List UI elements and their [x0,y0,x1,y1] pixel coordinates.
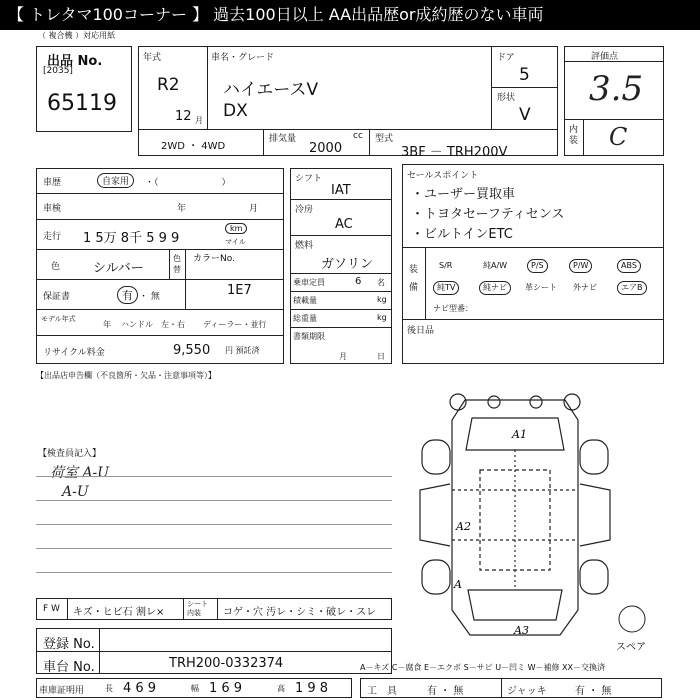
cert-high: 1 9 8 [295,681,329,696]
rating-score: 3.5 [589,69,644,109]
docs-label: 書類期限 [293,332,325,341]
doors-value: 5 [519,65,530,85]
ac-label: 冷房 [295,205,314,215]
inspector-line-1: 荷室 A-U [50,465,110,481]
type-label: 型式 [375,134,394,144]
right-box [402,164,664,364]
type-value: 3BF － TRH200V [401,145,508,160]
shape-label: 形状 [497,93,516,103]
recycle-value: 9,550 [173,343,211,358]
mark-a3: A3 [514,624,529,637]
displacement-value: 2000 [309,141,343,156]
lot-box [36,46,132,132]
sales-point-2: ・トヨタセーフティセンス [411,207,565,222]
equip-sr: S/R [439,261,453,270]
reg-box [36,628,392,674]
displacement-label: 排気量 [269,134,297,144]
shift-value: IAT [331,183,351,198]
tools-row [360,678,662,698]
weight-unit: kg [377,313,387,322]
fw-row [36,598,392,620]
mileage-unit2: マイル [225,238,246,246]
year-label: 年式 [143,53,162,63]
jack-value: 有 ・ 無 [575,686,612,697]
banner: 【 トレタマ100コーナー 】 過去100日以上 AA出品歴or成約歴のない車両 [0,0,700,30]
registration-label: 登録 No. [43,637,95,652]
color-value: シルバー [93,261,144,276]
load-unit: kg [377,295,387,304]
shape-value: V [519,105,531,125]
lot-number: 65119 [47,91,117,116]
model-year-year: 年 [103,320,111,329]
shift-label: シフト [295,174,323,184]
history-rest: ・（ ） [145,178,231,188]
color-label: 色 [51,262,61,272]
inspection-label: 車検 [43,204,62,214]
load-label: 積載量 [293,296,317,305]
warranty-value: 有 [117,286,138,304]
navi-label: ナビ型番： [433,304,473,313]
mileage-unit: km [225,223,247,234]
color-code: 1E7 [227,283,252,298]
equip-tv: 純TV [433,281,459,295]
model-name: ハイエースV [223,80,319,100]
equip-airbag: エアB [617,281,647,295]
model-year-handle: ハンドル 左・右 [121,320,185,329]
model-label: 車名・グレード [211,53,275,63]
docs-month: 月 [339,352,347,361]
seller-note-label: 【出品店申告欄（不良箇所・欠品・注意事項等）】 [36,371,216,380]
equipment-label: 装備 [409,265,419,293]
cert-wide-label: 幅 [191,684,199,693]
cert-label: 車庫証明用 [39,686,85,696]
chassis-value: TRH200-0332374 [169,656,284,671]
drive: 2WD ・ 4WD [161,141,226,152]
cert-high-label: 高 [277,684,285,693]
year-month-unit: 月 [195,116,203,125]
fw-label: F W [43,604,60,614]
seat-value: コゲ・穴 汚レ・シミ・破レ・スレ [223,607,377,618]
inspection-year: 年 [177,204,187,214]
lot-sub: [2035] [43,66,73,76]
capacity-value: 6 [355,276,362,287]
rating-label: 評価点 [591,52,619,62]
sales-point-1: ・ユーザー買取車 [411,187,516,202]
interior-label: 内装 [569,125,579,146]
tools-value: 有 ・ 無 [427,686,464,697]
chassis-label: 車台 No. [43,660,95,675]
middle-box [290,168,392,364]
recycle-label: リサイクル料金 [43,348,105,358]
sales-point-3: ・ビルトインETC [411,227,513,242]
arrival-label: 後日品 [407,326,435,336]
color-code-label: カラーNo. [193,254,235,264]
jack-label: ジャッキ [507,686,547,697]
top-grid [138,46,558,160]
car-diagram [410,390,620,640]
damage-legend: A－キズ C－腐食 E－エクボ S－サビ U－凹ミ W－補修 XX－交換済 [360,663,606,672]
docs-day: 日 [377,352,385,361]
cert-wide: 1 6 9 [209,681,243,696]
equip-aw: 純A/W [483,261,508,270]
sales-points-label: セールスポイント [407,171,479,181]
equip-navi: 純ナビ [479,281,511,295]
year-month: 12 [175,109,192,124]
inspector-label: 【検査員記入】 [38,449,102,459]
seat-label: シート内装 [187,600,208,617]
doors-label: ドア [497,53,515,63]
ac-value: AC [335,217,353,232]
capacity-label: 乗車定員 [293,278,325,287]
interior-value: C [609,123,628,151]
spare-tire-icon [614,604,650,634]
equip-ps: P/S [527,259,548,273]
model-grade: DX [223,101,248,121]
fw-value: キズ・ヒビ石 割レ× [73,607,165,618]
weight-label: 総重量 [293,314,317,323]
history-label: 車歴 [43,178,62,188]
cert-row [36,678,352,698]
lot-label: 出品 No. [47,54,103,69]
inspection-month: 月 [249,204,259,214]
recycle-unit: 円 預託済 [225,346,260,355]
tools-label: 工 具 [367,686,397,697]
color-change: 色替 [173,254,181,274]
equip-leather: 革シート [525,283,557,292]
equip-ext-navi: 外ナビ [573,283,597,292]
equip-abs: ABS [617,259,641,273]
mileage-label: 走行 [43,232,62,242]
details-box [36,168,284,364]
header-note: （ 複合機 ）対応用紙 [38,31,116,40]
cert-long: 4 6 9 [123,681,157,696]
mark-a2: A2 [456,520,471,533]
fuel-value: ガソリン [321,257,374,272]
mark-a1: A1 [512,428,527,441]
mileage-digits: 1 5万 8千 5 9 9 [83,231,180,246]
model-year-dealer: ディーラー・並行 [203,320,267,329]
fuel-label: 燃料 [295,241,314,251]
year-era: R2 [157,75,180,95]
cert-long-label: 長 [105,684,113,693]
inspector-line-2: A-U [62,484,89,500]
capacity-unit: 名 [377,278,385,287]
spare-label: スペア [616,642,646,653]
warranty-rest: ・ 無 [139,292,160,302]
rating-box [564,46,664,156]
equip-pw: P/W [569,259,592,273]
warranty-label: 保証書 [43,292,71,302]
displacement-unit: cc [353,131,363,141]
mark-a-front: A [454,578,462,591]
model-year-label: モデル年式 [41,315,76,323]
history-value: 自家用 [97,173,134,188]
